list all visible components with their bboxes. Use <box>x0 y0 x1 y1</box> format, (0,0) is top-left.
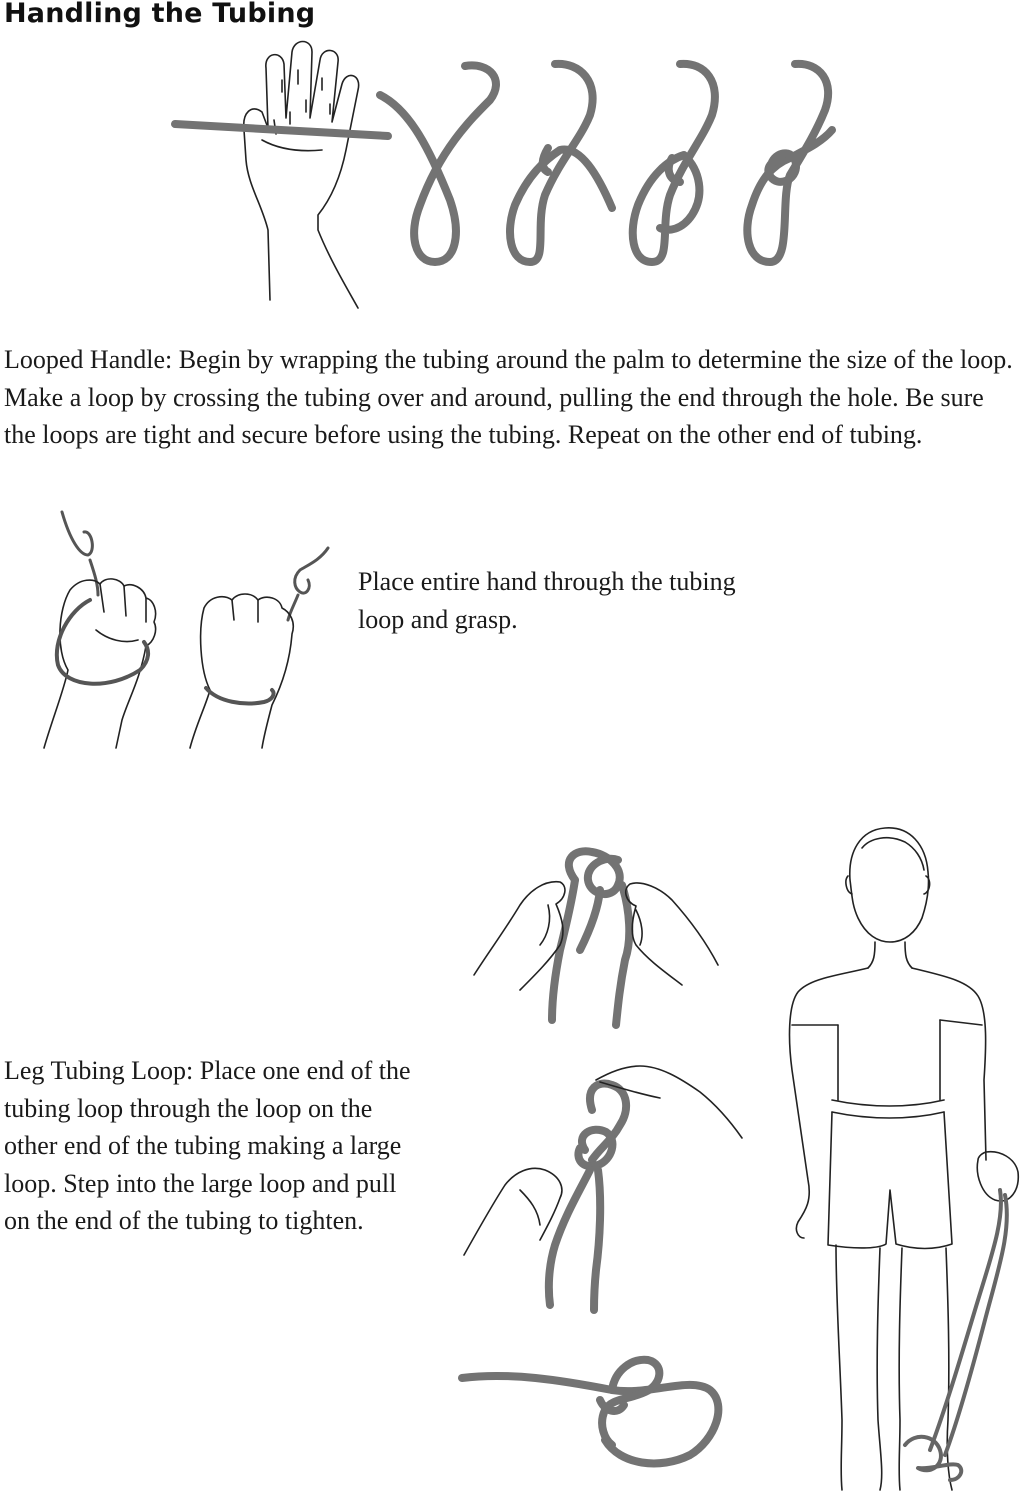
hand-grasp-illustration-2 <box>190 548 328 748</box>
leg-loop-step-2 <box>464 1066 742 1310</box>
leg-loop-step-3 <box>462 1360 718 1464</box>
knot-step-4 <box>747 64 832 262</box>
hand-grasp-illustration-1 <box>44 512 156 748</box>
leg-loop-instructions: Leg Tubing Loop: Place one end of the tubing loop through the loop on the other end of the tubing making a large loop. Step into the large loop and pull on the end of the tubing to tighten. <box>4 1056 411 1235</box>
knot-step-3 <box>633 64 715 262</box>
page-title: Handling the Tubing <box>4 0 316 29</box>
knot-step-1 <box>380 65 496 262</box>
leg-loop-step-1 <box>474 851 718 1025</box>
man-standing-illustration <box>790 828 1019 1490</box>
hand-measuring-illustration <box>175 42 388 309</box>
looped-handle-instructions: Looped Handle: Begin by wrapping the tubing around the palm to determine the size of the loop. Make a loop by crossing the tubing over and around, pulling the end through the hole. Be sure the loops are tight and secure before using the tubing. Repeat on the other end of tubing. <box>4 345 1013 449</box>
grasp-instructions: Place entire hand through the tubing loop and grasp. <box>358 567 736 634</box>
knot-step-2 <box>510 64 612 262</box>
